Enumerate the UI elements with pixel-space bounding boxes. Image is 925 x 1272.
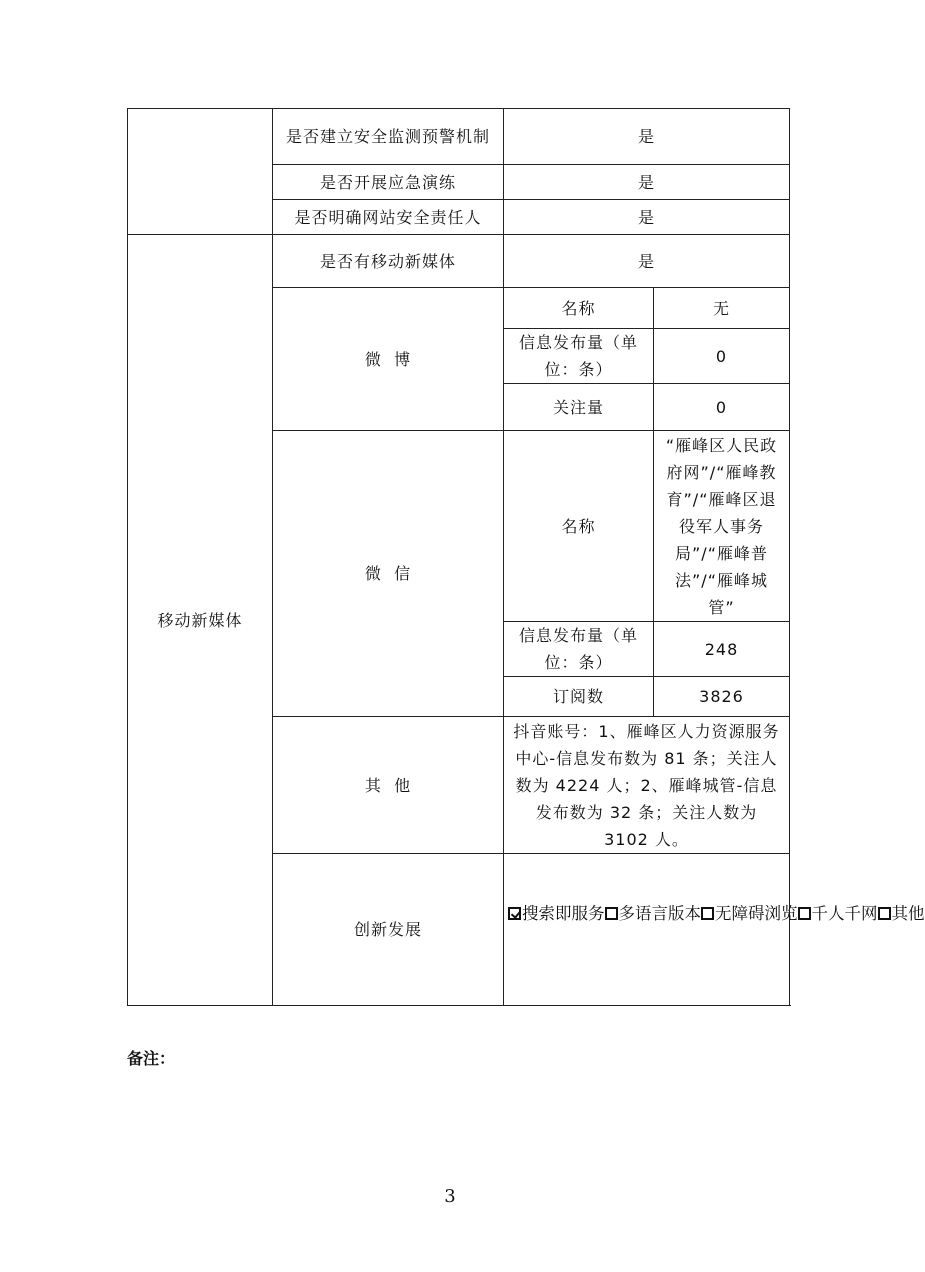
wechat-posts-value: 248 [654, 622, 790, 677]
question-monitoring: 是否建立安全监测预警机制 [273, 109, 504, 165]
note-label: 备注： [127, 1049, 176, 1068]
answer-has-media: 是 [504, 235, 790, 288]
wechat-subs-value: 3826 [654, 677, 790, 717]
innovation-checkbox-0[interactable] [508, 907, 521, 920]
innovation-option-label-2: 无障碍浏览 [715, 904, 798, 923]
wechat-subs-label: 订阅数 [504, 677, 654, 717]
other-value: 抖音账号：1、雁峰区人力资源服务中心-信息发布数为 81 条；关注人数为 4224 人；2、雁峰城管-信息发布数为 32 条；关注人数为 3102 人。 [504, 717, 790, 854]
wechat-name-label: 名称 [504, 431, 654, 622]
wechat-label: 微 信 [273, 431, 504, 717]
innovation-label: 创新发展 [273, 854, 504, 1006]
mobile-section-label: 移动新媒体 [128, 235, 273, 1006]
other-label: 其 他 [273, 717, 504, 854]
innovation-option-label-1: 多语言版本 [618, 904, 701, 923]
weibo-posts-value: 0 [654, 329, 790, 384]
question-has-media: 是否有移动新媒体 [273, 235, 504, 288]
security-section-cell [128, 109, 273, 235]
answer-responsible: 是 [504, 200, 790, 235]
innovation-option-label-3: 千人千网 [811, 904, 878, 923]
innovation-checkbox-row [508, 900, 925, 927]
weibo-posts-label: 信息发布量（单位：条） [504, 329, 654, 384]
weibo-follow-value: 0 [654, 384, 790, 431]
innovation-checkbox-4[interactable] [878, 907, 891, 920]
weibo-name-value: 无 [654, 288, 790, 329]
wechat-posts-label: 信息发布量（单位：条） [504, 622, 654, 677]
innovation-checkbox-1[interactable] [605, 907, 618, 920]
answer-monitoring: 是 [504, 109, 790, 165]
wechat-name-value: “雁峰区人民政府网”/“雁峰教育”/“雁峰区退役军人事务局”/“雁峰普法”/“雁峰城管” [654, 431, 790, 622]
innovation-option-label-4: 其他 [891, 904, 925, 923]
answer-drill: 是 [504, 165, 790, 200]
weibo-label: 微 博 [273, 288, 504, 431]
innovation-checkbox-3[interactable] [798, 907, 811, 920]
weibo-follow-label: 关注量 [504, 384, 654, 431]
page-number: 3 [444, 1186, 456, 1207]
innovation-options-cell [504, 854, 925, 1006]
question-responsible: 是否明确网站安全责任人 [273, 200, 504, 235]
innovation-option-label-0: 搜索即服务 [522, 904, 605, 923]
report-table [127, 108, 925, 1006]
weibo-name-label: 名称 [504, 288, 654, 329]
question-drill: 是否开展应急演练 [273, 165, 504, 200]
innovation-checkbox-2[interactable] [701, 907, 714, 920]
